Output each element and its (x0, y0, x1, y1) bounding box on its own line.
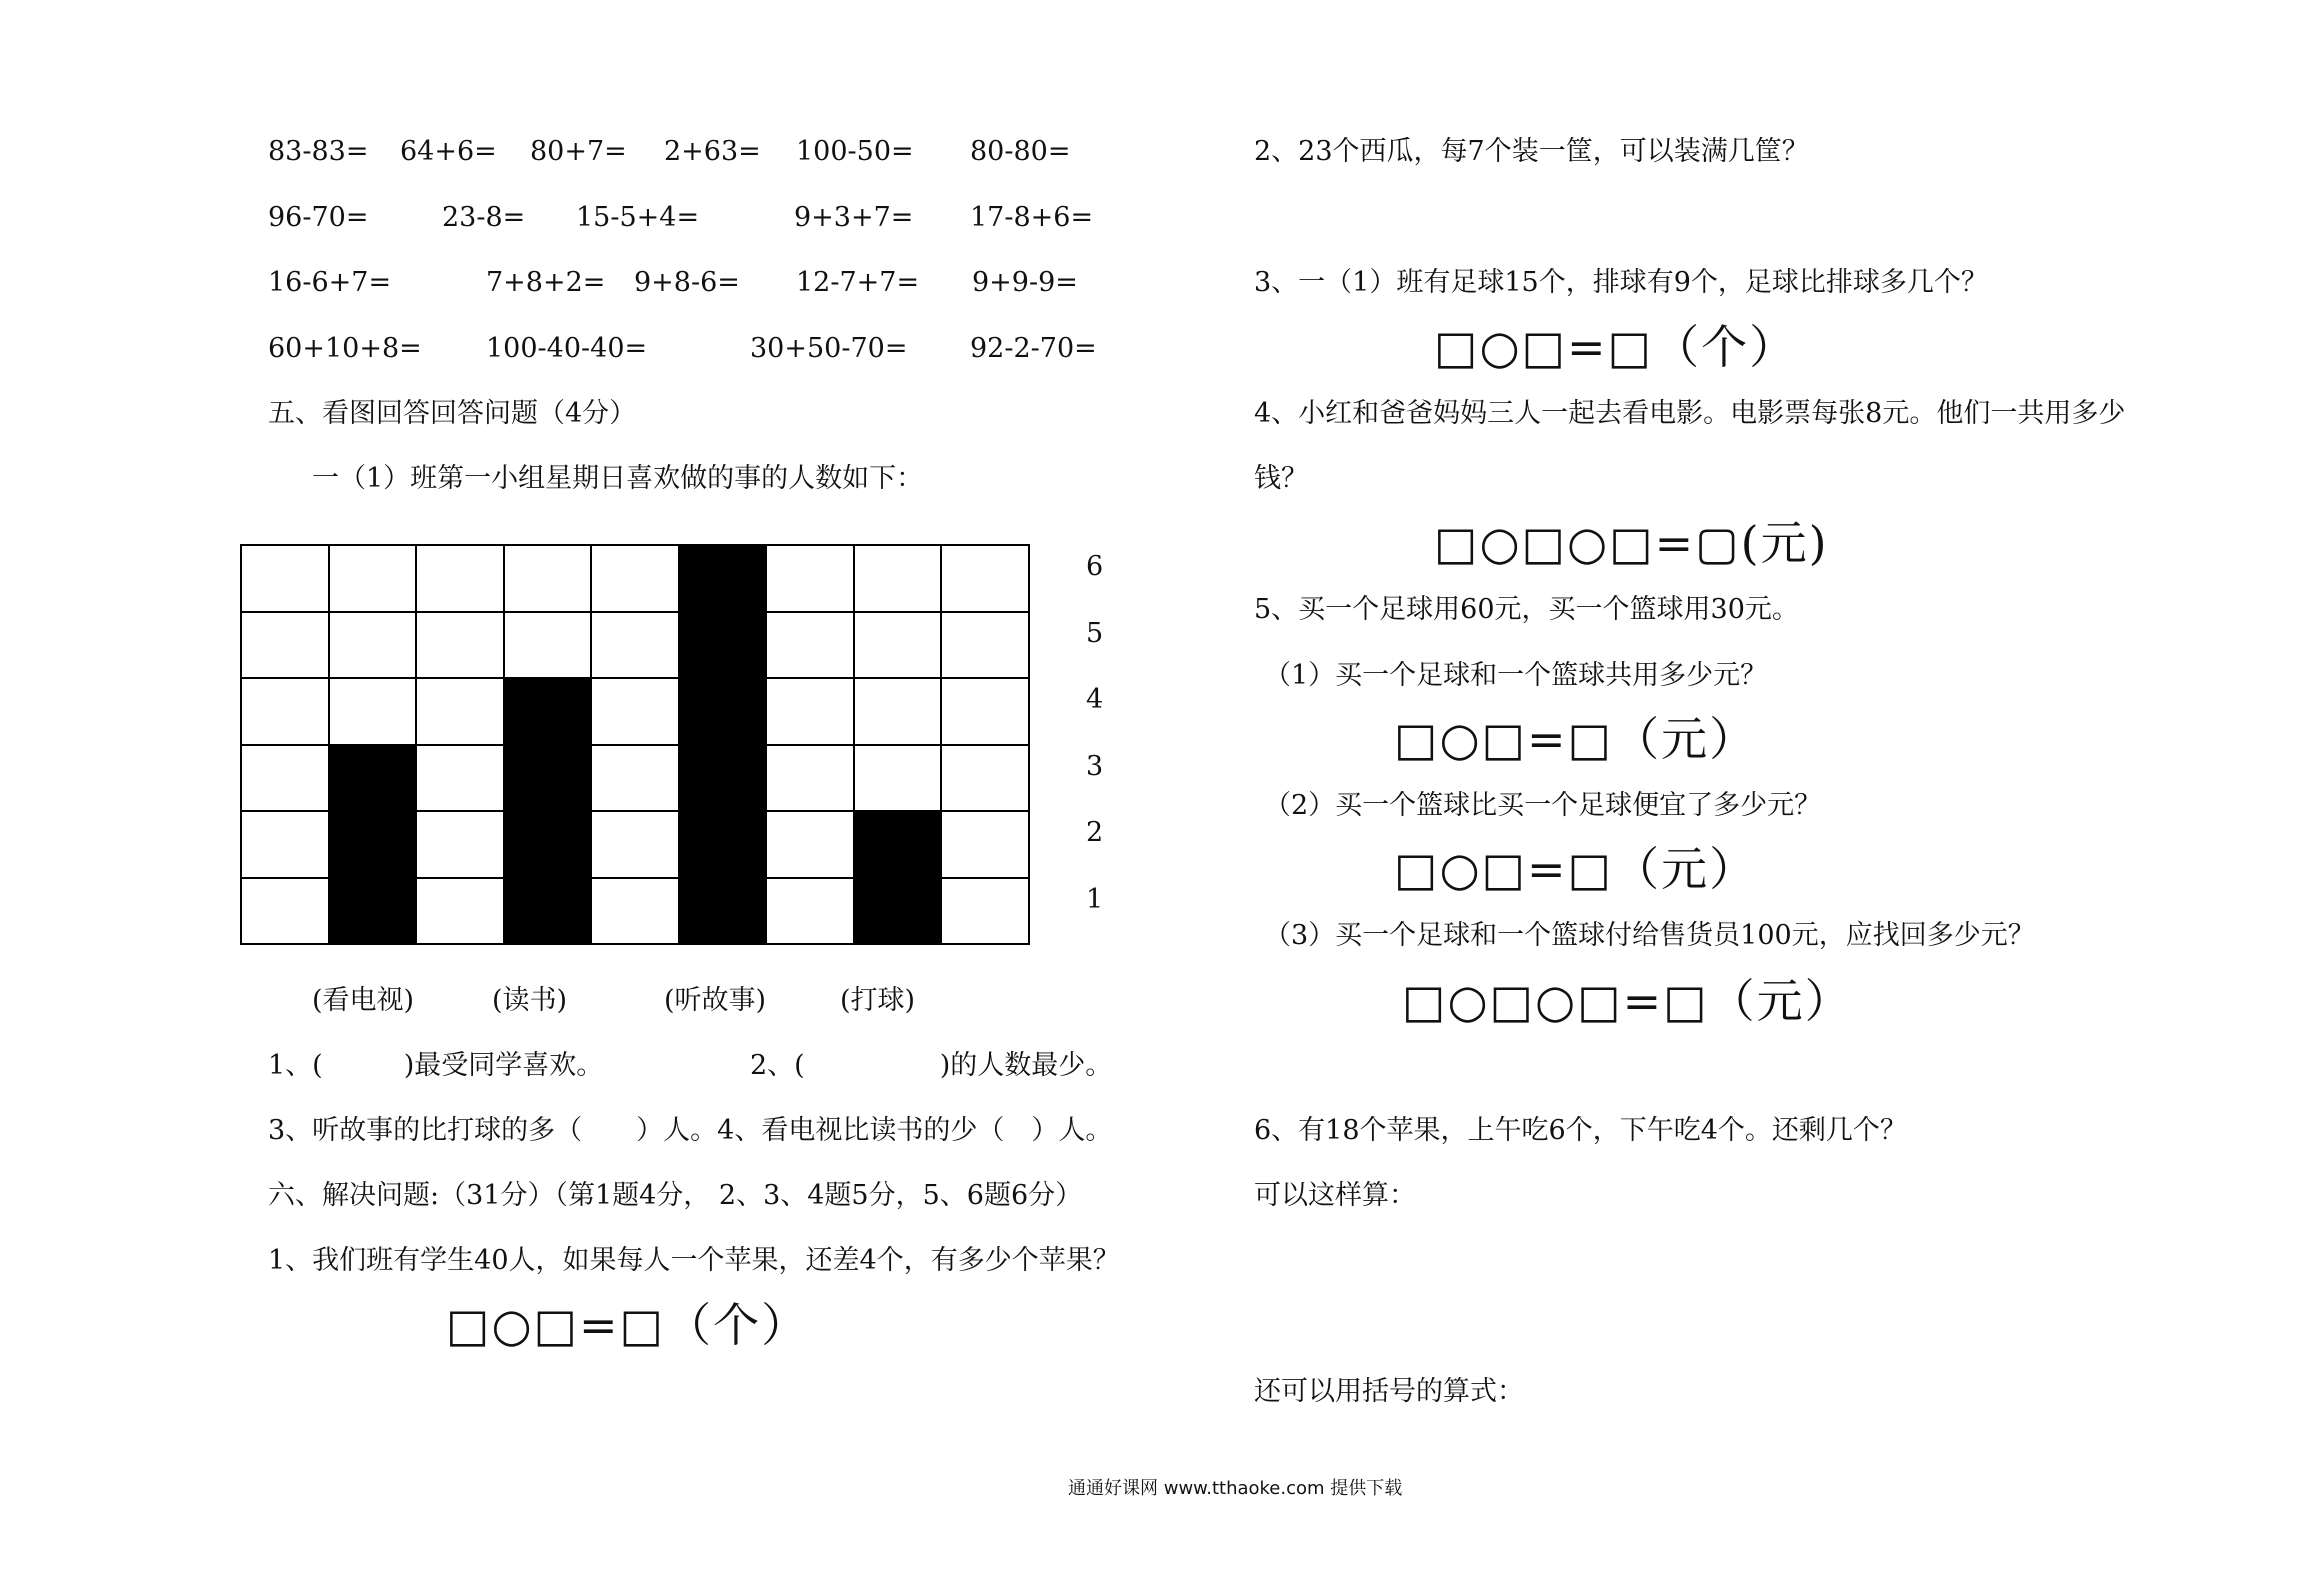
grid-cell (328, 544, 418, 613)
arith-item: 2+63= (664, 136, 761, 167)
category-label: (读书) (492, 985, 568, 1016)
grid-cell (940, 544, 1030, 613)
grid-cell (415, 677, 505, 746)
category-label: (打球) (840, 985, 916, 1016)
arith-item: 23-8= (442, 202, 526, 233)
grid-cell (853, 744, 943, 813)
y-tick-label: 3 (1086, 750, 1104, 782)
problem-2: 2、23个西瓜，每7个装一筐，可以装满几筐？ (1254, 136, 1809, 167)
problem-5-1-equation: □○□=□（元） (1394, 712, 1758, 766)
grid-cell (590, 810, 680, 879)
grid-cell (240, 744, 330, 813)
grid-cell (590, 677, 680, 746)
grid-cell (503, 544, 593, 613)
grid-cell (765, 677, 855, 746)
chart-question-3: 3、听故事的比打球的多（ ）人。4、看电视比读书的少（ ）人。 (268, 1115, 1113, 1146)
arith-item: 64+6= (400, 136, 497, 167)
grid-cell (240, 677, 330, 746)
grid-cell (415, 810, 505, 879)
grid-cell (853, 544, 943, 613)
bar-3 (678, 544, 768, 945)
problem-4-equation: □○□○□=▢(元) (1434, 516, 1829, 570)
grid-cell (240, 544, 330, 613)
problem-6-method-a: 可以这样算： (1254, 1180, 1416, 1211)
arith-item: 9+9-9= (972, 267, 1078, 298)
arith-item: 100-40-40= (486, 333, 648, 364)
grid-cell (590, 877, 680, 946)
grid-cell (590, 544, 680, 613)
grid-cell (853, 611, 943, 680)
arith-item: 30+50-70= (750, 333, 908, 364)
arith-item: 15-5+4= (576, 202, 700, 233)
problem-4-line2: 钱？ (1254, 463, 1308, 494)
arith-item: 83-83= (268, 136, 369, 167)
category-label: (看电视) (312, 985, 415, 1016)
chart-question-1: 1、( )最受同学喜欢。 (268, 1050, 604, 1081)
arith-item: 92-2-70= (970, 333, 1097, 364)
problem-6-method-b: 还可以用括号的算式： (1254, 1376, 1524, 1407)
y-tick-label: 5 (1086, 617, 1104, 649)
grid-cell (415, 611, 505, 680)
problem-6: 6、有18个苹果，上午吃6个，下午吃4个。还剩几个？ (1254, 1115, 1907, 1146)
grid-cell (240, 877, 330, 946)
arith-item: 17-8+6= (970, 202, 1094, 233)
grid-cell (940, 677, 1030, 746)
grid-cell (503, 611, 593, 680)
problem-5: 5、买一个足球用60元，买一个篮球用30元。 (1254, 594, 1799, 625)
grid-cell (328, 611, 418, 680)
arith-item: 9+3+7= (794, 202, 914, 233)
arith-item: 12-7+7= (796, 267, 920, 298)
category-label: (听故事) (664, 985, 767, 1016)
arith-item: 80-80= (970, 136, 1071, 167)
grid-cell (765, 810, 855, 879)
grid-cell (240, 810, 330, 879)
problem-1-equation: □○□=□（个） (446, 1298, 810, 1352)
chart-question-2: 2、( )的人数最少。 (750, 1050, 1113, 1081)
problem-5-3-equation: □○□○□=□（元） (1402, 974, 1853, 1028)
grid-cell (328, 677, 418, 746)
bar-1 (328, 744, 418, 946)
arith-item: 9+8-6= (634, 267, 740, 298)
grid-cell (240, 611, 330, 680)
bar-2 (503, 677, 593, 945)
grid-cell (940, 810, 1030, 879)
section5-intro: 一（1）班第一小组星期日喜欢做的事的人数如下： (312, 463, 924, 494)
arith-item: 60+10+8= (268, 333, 422, 364)
grid-cell (940, 877, 1030, 946)
y-tick-label: 1 (1086, 883, 1104, 915)
y-tick-label: 2 (1086, 817, 1104, 849)
problem-3: 3、一（1）班有足球15个，排球有9个，足球比排球多几个？ (1254, 267, 1988, 298)
grid-cell (765, 611, 855, 680)
arith-item: 80+7= (530, 136, 627, 167)
y-tick-label: 4 (1086, 684, 1104, 716)
section6-title: 六、解决问题:（31分）（第1题4分， 2、3、4题5分，5、6题6分） (268, 1180, 1083, 1211)
grid-cell (765, 877, 855, 946)
grid-cell (940, 744, 1030, 813)
grid-cell (415, 744, 505, 813)
problem-1: 1、我们班有学生40人，如果每人一个苹果，还差4个，有多少个苹果？ (268, 1245, 1120, 1276)
arith-item: 7+8+2= (486, 267, 606, 298)
problem-5-2: （2）买一个篮球比买一个足球便宜了多少元？ (1264, 790, 1822, 821)
grid-cell (765, 544, 855, 613)
problem-4-line1: 4、小红和爸爸妈妈三人一起去看电影。电影票每张8元。他们一共用多少 (1254, 398, 2126, 429)
footer-credit: 通通好课网 www.tthaoke.com 提供下载 (1068, 1478, 1403, 1499)
arith-item: 16-6+7= (268, 267, 392, 298)
grid-cell (590, 744, 680, 813)
grid-cell (590, 611, 680, 680)
arith-item: 96-70= (268, 202, 369, 233)
problem-5-3: （3）买一个足球和一个篮球付给售货员100元，应找回多少元？ (1264, 920, 2035, 951)
problem-5-1: （1）买一个足球和一个篮球共用多少元？ (1264, 660, 1768, 691)
problem-3-equation: □○□=□（个） (1434, 320, 1798, 374)
grid-cell (415, 877, 505, 946)
grid-cell (940, 611, 1030, 680)
grid-cell (415, 544, 505, 613)
bar-4 (853, 810, 943, 945)
y-tick-label: 6 (1086, 551, 1104, 583)
grid-cell (765, 744, 855, 813)
grid-cell (853, 677, 943, 746)
arith-item: 100-50= (796, 136, 914, 167)
section5-title: 五、看图回答回答问题（4分） (268, 398, 637, 429)
problem-5-2-equation: □○□=□（元） (1394, 842, 1758, 896)
